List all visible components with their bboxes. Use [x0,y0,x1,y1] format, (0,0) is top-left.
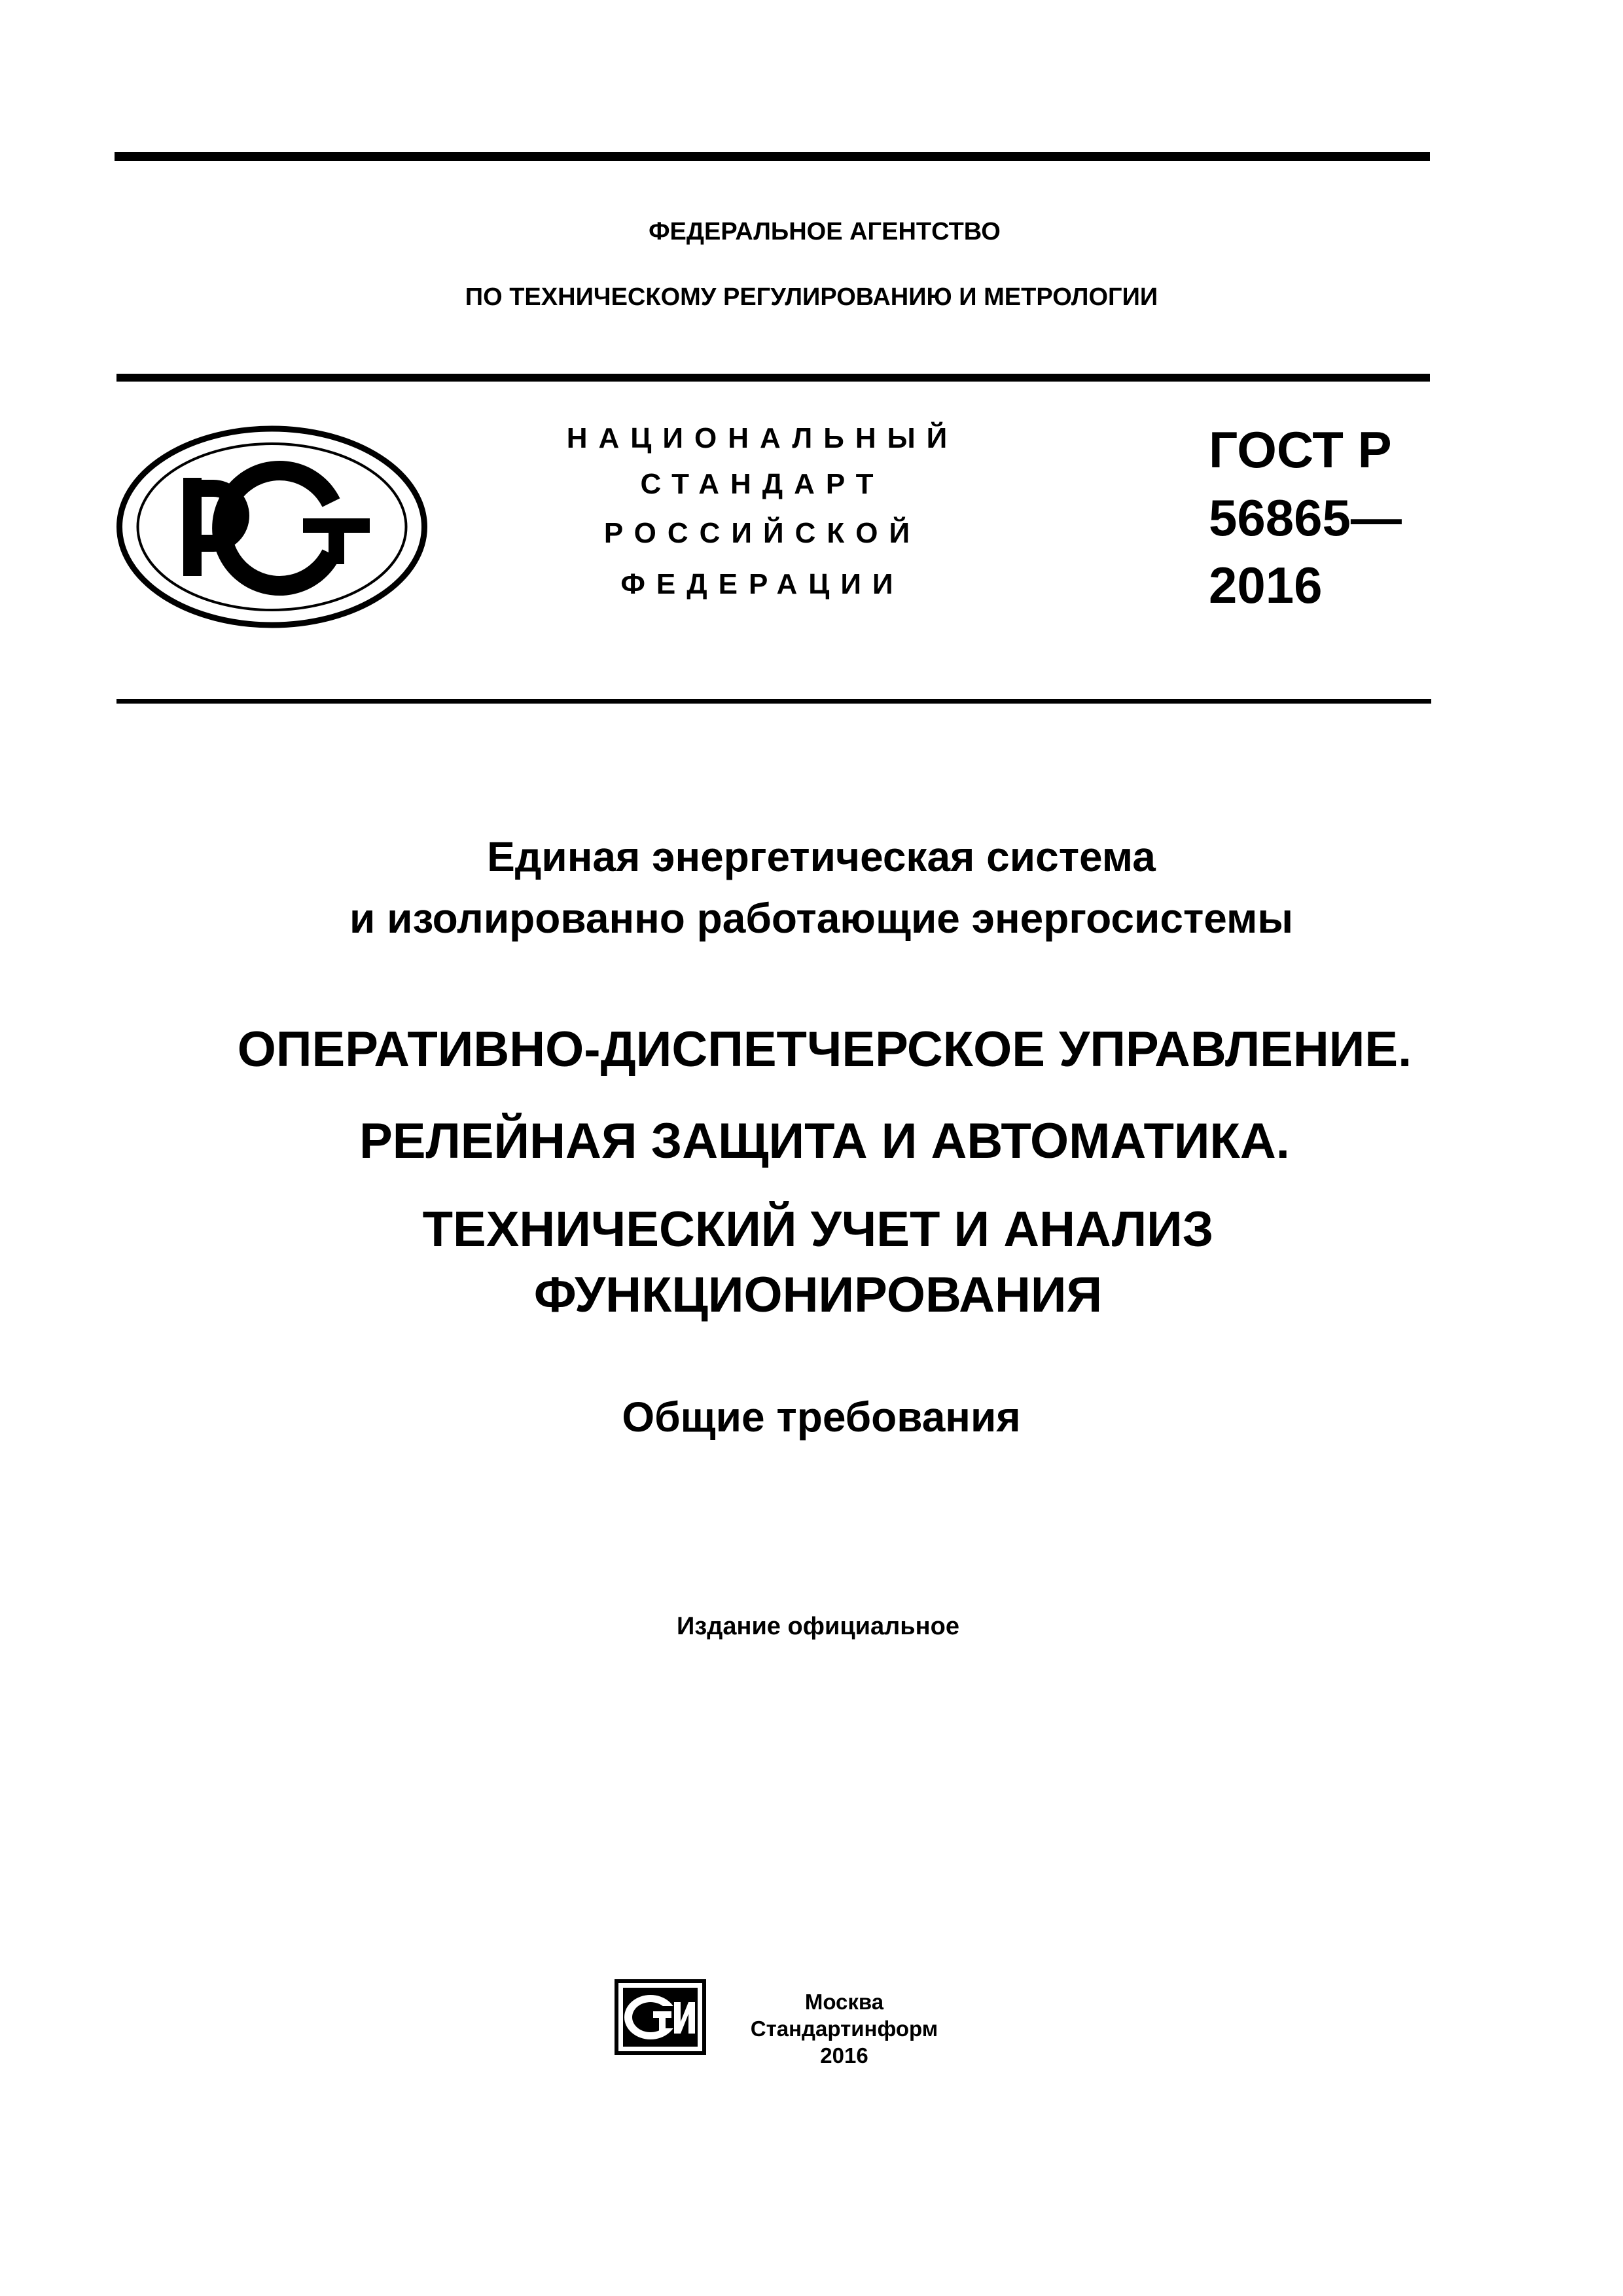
national-standard-line-3: РОССИЙСКОЙ [603,517,921,549]
standartinform-sti-logo-icon [614,1979,707,2056]
rst-certification-logo-icon [116,425,427,628]
national-standard-line-4: ФЕДЕРАЦИИ [620,568,904,600]
top-rule [115,152,1430,161]
publisher-name: Стандартинформ [750,2017,938,2041]
header-rule [116,374,1430,382]
gost-designation-line-3: 2016 [1209,556,1323,614]
national-standard-line-2: СТАНДАРТ [640,468,885,500]
title-line-1: ОПЕРАТИВНО-ДИСПЕТЧЕРСКОЕ УПРАВЛЕНИЕ. [237,1022,1412,1077]
gost-designation-line-2: 56865— [1209,489,1402,547]
document-subtitle: Общие требования [622,1393,1021,1441]
standard-block-rule [116,699,1431,704]
gost-designation-line-1: ГОСТ Р [1209,421,1392,478]
subject-line-1: Единая энергетическая система [487,833,1156,880]
title-line-4: ФУНКЦИОНИРОВАНИЯ [533,1267,1103,1323]
publisher-city: Москва [804,1990,884,2014]
subject-line-2: и изолированно работающие энергосистемы [349,895,1294,942]
edition-label: Издание официальное [677,1613,959,1640]
national-standard-line-1: НАЦИОНАЛЬНЫЙ [566,422,959,454]
publication-year: 2016 [820,2043,868,2068]
title-line-2: РЕЛЕЙНАЯ ЗАЩИТА И АВТОМАТИКА. [359,1113,1290,1169]
agency-line-1: ФЕДЕРАЛЬНОЕ АГЕНТСТВО [649,218,1001,245]
title-line-3: ТЕХНИЧЕСКИЙ УЧЕТ И АНАЛИЗ [422,1202,1214,1257]
agency-line-2: ПО ТЕХНИЧЕСКОМУ РЕГУЛИРОВАНИЮ И МЕТРОЛОГИИ [465,283,1158,311]
